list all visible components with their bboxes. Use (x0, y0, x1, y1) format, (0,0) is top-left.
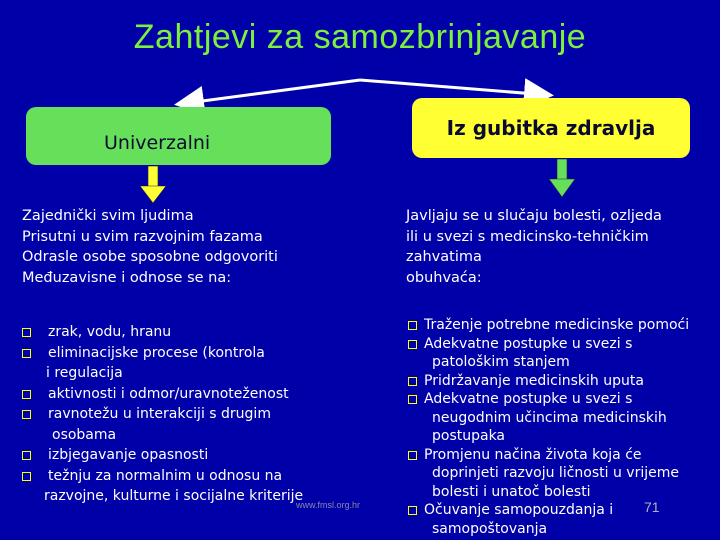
arrow-to-right-box (360, 80, 548, 95)
left-intro-line: Međuzavisne i odnose se na: (22, 269, 232, 286)
list-item: Adekvatne postupke u svezi s patološkim stanjem (408, 335, 708, 372)
footer-url: www.fmsl.org.hr (296, 500, 361, 510)
right-intro (406, 206, 662, 288)
square-bullet-icon (408, 395, 417, 404)
square-bullet-icon (22, 472, 31, 481)
list-item: aktivnosti i odmor/uravnoteženost (22, 384, 392, 405)
universal-needs-list (22, 322, 392, 507)
list-item: Pridržavanje medicinskih uputa (408, 372, 708, 391)
right-intro-line: zahvatima (406, 249, 482, 265)
list-item: težnju za normalnim u odnosu na razvojne, kulturne i socijalne kriterije (22, 466, 392, 507)
square-bullet-icon (22, 349, 31, 358)
down-arrow-right-icon (549, 159, 575, 197)
down-arrow-left-icon (140, 166, 166, 203)
list-item: Traženje potrebne medicinske pomoći (408, 316, 708, 335)
right-intro-line: ili u svezi s medicinsko-tehničkim (406, 228, 649, 245)
left-intro-line: Odrasle osobe sposobne odgovoriti (22, 249, 278, 265)
page-number: 71 (644, 499, 660, 515)
square-bullet-icon (22, 451, 31, 460)
square-bullet-icon (408, 506, 417, 515)
list-item: Očuvanje samopouzdanja i samopoštovanja (408, 501, 708, 538)
list-item: ravnotežu u interakciji s drugim osobama (22, 404, 392, 445)
arrow-to-left-box (180, 80, 360, 104)
square-bullet-icon (408, 377, 417, 386)
list-item: Promjenu načina života koja će doprinjeti razvoju ličnosti u vrijeme bolesti i unatoč bolesti (408, 446, 708, 502)
square-bullet-icon (22, 410, 31, 419)
square-bullet-icon (408, 451, 417, 460)
right-intro-line: Javljaju se u slučaju bolesti, ozljeda (406, 208, 662, 224)
square-bullet-icon (22, 328, 31, 337)
universal-box: Univerzalni (26, 107, 331, 165)
left-intro-line: Prisutni u svim razvojnim fazama (22, 228, 263, 245)
square-bullet-icon (408, 340, 417, 349)
health-deviation-list (408, 316, 708, 538)
left-intro (22, 206, 278, 288)
list-item: zrak, vodu, hranu (22, 322, 392, 343)
list-item: izbjegavanje opasnosti (22, 445, 392, 466)
square-bullet-icon (22, 390, 31, 399)
right-intro-line: obuhvaća: (406, 269, 482, 286)
square-bullet-icon (408, 321, 417, 330)
left-intro-line: Zajednički svim ljudima (22, 208, 194, 224)
list-item: eliminacijske procese (kontrola i regulacija (22, 343, 392, 384)
list-item: Adekvatne postupke u svezi s neugodnim učincima medicinskih postupaka (408, 390, 708, 446)
slide-title: Zahtjevi za samozbrinjavanje (133, 18, 587, 56)
health-deviation-box: Iz gubitka zdravlja (412, 98, 690, 158)
